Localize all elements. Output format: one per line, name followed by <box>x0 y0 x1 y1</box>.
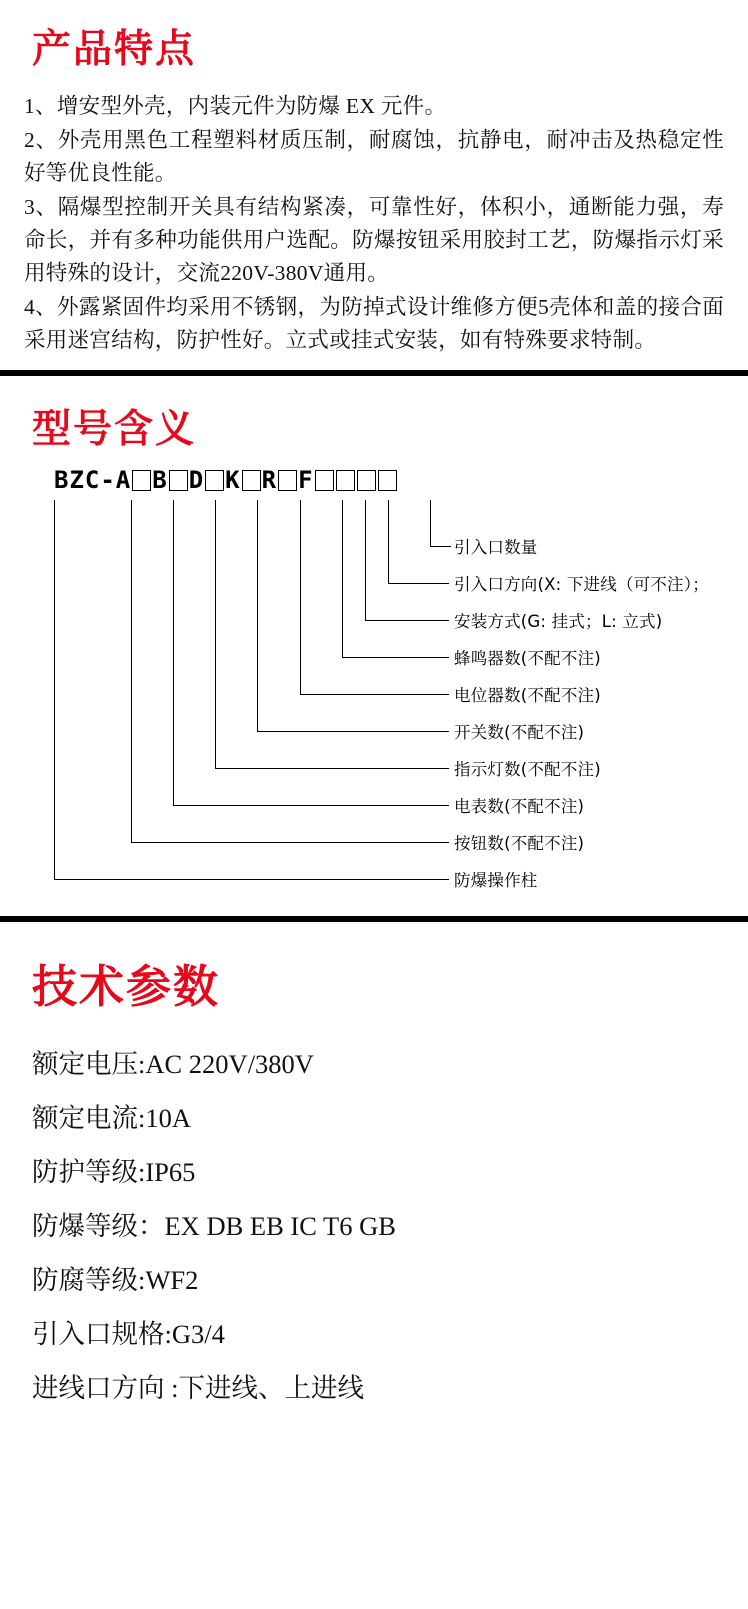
feature-item: 2、外壳用黑色工程塑料材质压制，耐腐蚀，抗静电，耐冲击及热稳定性好等优良性能。 <box>24 128 724 185</box>
leader-label: 电位器数(不配不注) <box>454 686 601 705</box>
features-list <box>24 90 724 357</box>
tech-heading: 技术参数 <box>32 960 221 1013</box>
code-box <box>242 470 261 491</box>
feature-item: 3、隔爆型控制开关具有结构紧凑，可靠性好，体积小，通断能力强，寿命长，并有多种功能供用户选配。防爆按钮采用胶封工艺，防爆指示灯采用特殊的设计，交流220V-380V通用。 <box>24 195 724 285</box>
code-box <box>336 470 355 491</box>
model-code-diagram <box>32 466 724 906</box>
spec-item: 防护等级:IP65 <box>32 1157 196 1187</box>
code-segment-b: B <box>152 466 168 494</box>
leader-label: 蜂鸣器数(不配不注) <box>454 649 601 668</box>
features-heading: 产品特点 <box>32 27 197 72</box>
code-box <box>278 470 297 491</box>
spec-item: 防腐等级:WF2 <box>32 1265 199 1295</box>
code-box <box>205 470 224 491</box>
spec-item: 额定电流:10A <box>32 1103 191 1133</box>
code-box <box>378 470 397 491</box>
leader-line <box>54 500 449 880</box>
features-section <box>0 0 748 370</box>
code-segment-r: R <box>261 466 278 494</box>
leader-label: 指示灯数(不配不注) <box>454 760 601 779</box>
code-segment-d: D <box>188 466 205 494</box>
spec-list <box>24 1037 724 1415</box>
leader-label: 电表数(不配不注) <box>454 797 585 816</box>
spec-item: 额定电压:AC 220V/380V <box>32 1049 314 1079</box>
spec-item: 引入口规格:G3/4 <box>32 1319 225 1349</box>
leader-label: 引入口方向(X: 下进线（可不注）； <box>454 575 709 594</box>
model-code-row <box>54 466 398 494</box>
leader-label: 引入口数量 <box>454 538 538 557</box>
leader-label: 安装方式(G: 挂式；L: 立式) <box>454 612 663 631</box>
model-meaning-section <box>0 376 748 916</box>
code-box <box>132 470 151 491</box>
spec-item: 防爆等级：EX DB EB IC T6 GB <box>32 1211 396 1241</box>
code-box <box>357 470 376 491</box>
code-prefix: BZC-A <box>54 466 132 494</box>
leader-label: 开关数(不配不注) <box>454 723 585 742</box>
feature-item: 1、增安型外壳，内装元件为防爆 EX 元件。 <box>24 94 447 118</box>
feature-item: 4、外露紧固件均采用不锈钢，为防掉式设计维修方便5壳体和盖的接合面采用迷宫结构，防护性好。立式或挂式安装，如有特殊要求特制。 <box>24 295 724 352</box>
code-segment-f: F <box>298 466 314 494</box>
code-segment-k: K <box>225 466 241 494</box>
code-box <box>169 470 188 491</box>
model-heading: 型号含义 <box>32 407 197 452</box>
leader-label: 防爆操作柱 <box>454 871 538 890</box>
leader-label: 按钮数(不配不注) <box>454 834 585 853</box>
code-box <box>315 470 334 491</box>
spec-item: 进线口方向 :下进线、上进线 <box>32 1373 364 1403</box>
tech-params-section <box>0 922 748 1439</box>
